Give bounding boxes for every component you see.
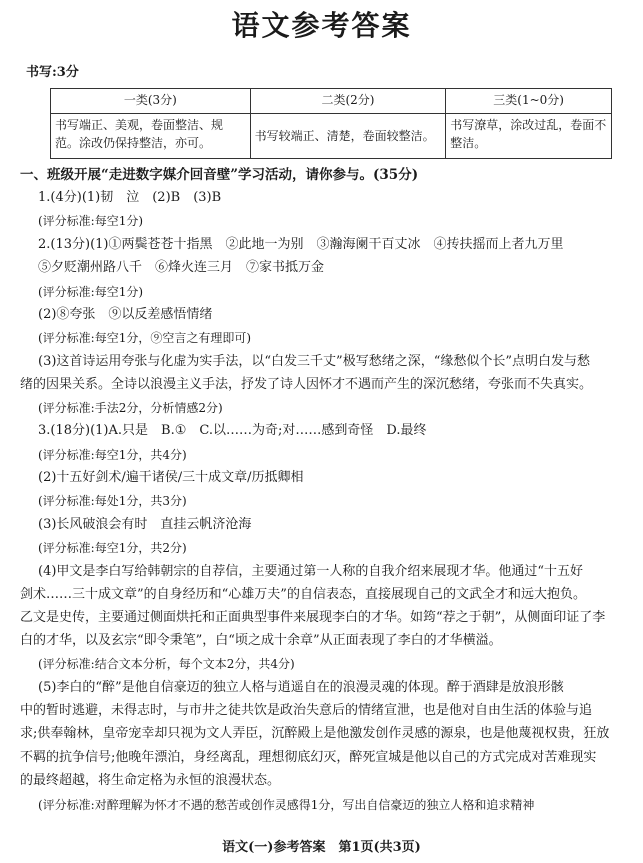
answer-line: 剑术……三十成文章”的自身经历和“心雄万夫”的自信表态，直接展现自己的文武全才和远大抱负。 (20, 587, 586, 602)
grade-cell-3: 书写潦草，涂改过乱，卷面不整洁。 (446, 114, 612, 159)
answer-line: 的最终超越，将生命定格为永恒的浪漫状态。 (20, 773, 281, 788)
answer-line: 不羁的抗争信号;他晚年漂泊，身经离乱，理想彻底幻灭，醉死宣城是他以自己的方式完成对苦难现实 (20, 750, 597, 765)
grading-table-row (51, 114, 612, 159)
answer-line: 2.(13分)(1)①两鬓苍苍十指黑 ②此地一为别 ③瀚海阑干百丈冰 ④抟扶摇而上者九万里 (38, 237, 564, 252)
criteria-line: (评分标准:每处1分，共3分) (38, 494, 187, 508)
answer-line: 乙文是史传，主要通过侧面烘托和正面典型事件来展现李白的才华。如筠“荐之于朝”，从侧面印证了李 (20, 610, 606, 625)
answer-line: 求;供奉翰林，皇帝宠幸却只视为文人弄臣，沉醉殿上是他激发创作灵感的源泉，也是他蔑视权贵，狂放 (20, 726, 610, 741)
grading-table (50, 88, 612, 159)
grade-cell-2: 书写较端正、清楚，卷面较整洁。 (250, 114, 446, 159)
answer-line: 中的暂时逃避，未得志时，与市井之徒共饮是政治失意后的情绪宣泄，也是他对自由生活的体验与追 (20, 703, 593, 718)
criteria-line: (评分标准:手法2分，分析情感2分) (38, 401, 223, 415)
criteria-line: (评分标准:对醉理解为怀才不遇的愁苦或创作灵感得1分，写出自信豪迈的独立人格和追求精神 (38, 798, 535, 812)
grade-header-3: 三类(1~0分) (446, 89, 612, 114)
answer-line: (3)这首诗运用夸张与化虚为实手法，以“白发三千丈”极写愁绪之深，“缘愁似个长”点明白发与愁 (38, 354, 590, 369)
page-title: 语文参考答案 (231, 9, 412, 42)
answer-line: (5)李白的“醉”是他自信豪迈的独立人格与逍遥自在的浪漫灵魂的体现。醉于酒肆是放浪形骸 (38, 680, 564, 695)
answer-line: (2)十五好剑术/遍干诸侯/三十成文章/历抵卿相 (38, 470, 304, 485)
answer-line: ⑤夕贬潮州路八千 ⑥烽火连三月 ⑦家书抵万金 (38, 260, 325, 275)
grade-header-2: 二类(2分) (250, 89, 446, 114)
criteria-line: (评分标准:每空1分，共4分) (38, 448, 187, 462)
grading-table-header-row (51, 89, 612, 114)
page-footer: 语文(一)参考答案 第1页(共3页) (222, 840, 421, 855)
answer-line: 3.(18分)(1)A.只是 B.① C.以……为奇;对……感到奇怪 D.最终 (38, 423, 427, 438)
criteria-line: (评分标准:结合文本分析，每个文本2分，共4分) (38, 657, 295, 671)
criteria-line: (评分标准:每空1分，共2分) (38, 541, 187, 555)
grade-cell-1: 书写端正、美观，卷面整洁、规范。涂改仍保持整洁，亦可。 (51, 114, 251, 159)
answer-line: 绪的因果关系。全诗以浪漫主义手法，抒发了诗人因怀才不遇而产生的深沉愁绪，夸张而不失真实。 (20, 377, 593, 392)
section-heading: 一、班级开展“走进数字媒介回音壁”学习活动，请你参与。(35分) (20, 167, 419, 183)
grade-header-1: 一类(3分) (51, 89, 251, 114)
writing-score: 书写:3分 (26, 65, 79, 80)
criteria-line: (评分标准:每空1分) (38, 285, 144, 299)
answer-line: 1.(4分)(1)韧 泣 (2)B (3)B (38, 190, 222, 205)
answer-line: (4)甲文是李白写给韩朝宗的自荐信，主要通过第一人称的自我介绍来展现才华。他通过“十五好 (38, 564, 584, 579)
answer-line: 白的才华，以及玄宗“即令秉笔”，白“顷之成十余章”从正面表现了李白的才华横溢。 (20, 633, 502, 648)
criteria-line: (评分标准:每空1分，⑨空言之有理即可) (38, 331, 252, 345)
criteria-line: (评分标准:每空1分) (38, 214, 144, 228)
answer-line: (2)⑧夸张 ⑨以反差感悟情绪 (38, 307, 213, 322)
answer-line: (3)长风破浪会有时 直挂云帆济沧海 (38, 517, 252, 532)
